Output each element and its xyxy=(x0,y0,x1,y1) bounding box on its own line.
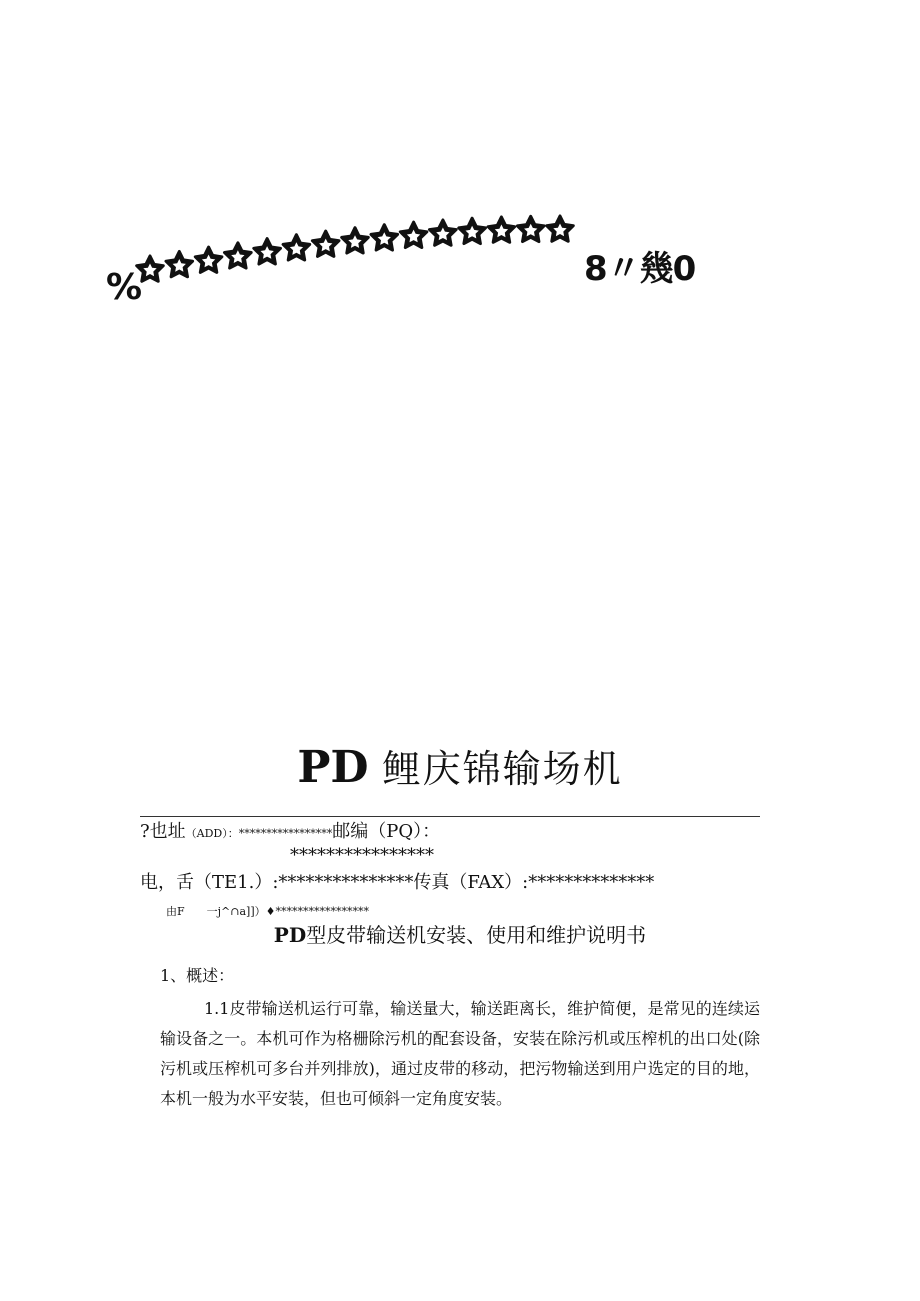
star-icon xyxy=(342,228,369,253)
address-label: ?也址 xyxy=(140,821,186,842)
star-icon xyxy=(517,216,544,241)
section-heading: 1、概述： xyxy=(160,966,235,985)
star-icon xyxy=(430,220,457,245)
manual-title-prefix: PD xyxy=(273,923,307,947)
star-icon xyxy=(400,222,427,247)
star-icon xyxy=(254,239,281,264)
phone-label: 电，舌（TE1.）: xyxy=(140,872,279,893)
title-text: 鲤庆锦输场机 xyxy=(382,747,623,791)
title-prefix: PD xyxy=(297,742,369,793)
star-icon xyxy=(312,231,339,256)
star-icon xyxy=(488,217,515,242)
page-title xyxy=(0,742,920,795)
address-line xyxy=(140,823,440,841)
postcode-label: 邮编（PQ）： xyxy=(332,821,441,842)
star-icon xyxy=(166,252,193,277)
star-icon xyxy=(225,243,252,268)
star-icon xyxy=(459,218,486,243)
star-icon xyxy=(547,216,574,241)
fax-value: ************** xyxy=(528,872,655,893)
phone-value: *************** xyxy=(278,872,414,893)
phone-fax-line xyxy=(140,874,654,892)
manual-title xyxy=(0,923,920,947)
address-value: ***************** xyxy=(238,827,333,840)
postcode-value: **************** xyxy=(290,845,434,866)
address-code: （ADD）： xyxy=(185,827,239,840)
star-icon xyxy=(195,247,222,272)
contact-extra-line: 由F 一j^∩a]]）♦***************** xyxy=(166,905,369,918)
manual-title-text: 型皮带输送机安装、使用和维护说明书 xyxy=(306,923,647,947)
star-icon xyxy=(283,235,310,260)
overview-paragraph: 1.1皮带输送机运行可靠，输送量大，输送距离长，维护简便，是常见的连续运输设备之一。本机可作为格栅除污机的配套设备，安装在除污机或压榨机的出口处(除污机或压榨机可多台并列排放)，通过皮带的移动，把污物输送到用户选定的目的地，本机一般为水平安装，但也可倾斜一定角度安装。 xyxy=(160,999,760,1108)
logo-glyph: 8〃幾0 xyxy=(584,249,696,289)
star-icon xyxy=(371,225,398,250)
fax-label: 传真（FAX）: xyxy=(413,872,529,893)
title-divider xyxy=(140,816,760,817)
percent-mark: % xyxy=(106,267,143,308)
